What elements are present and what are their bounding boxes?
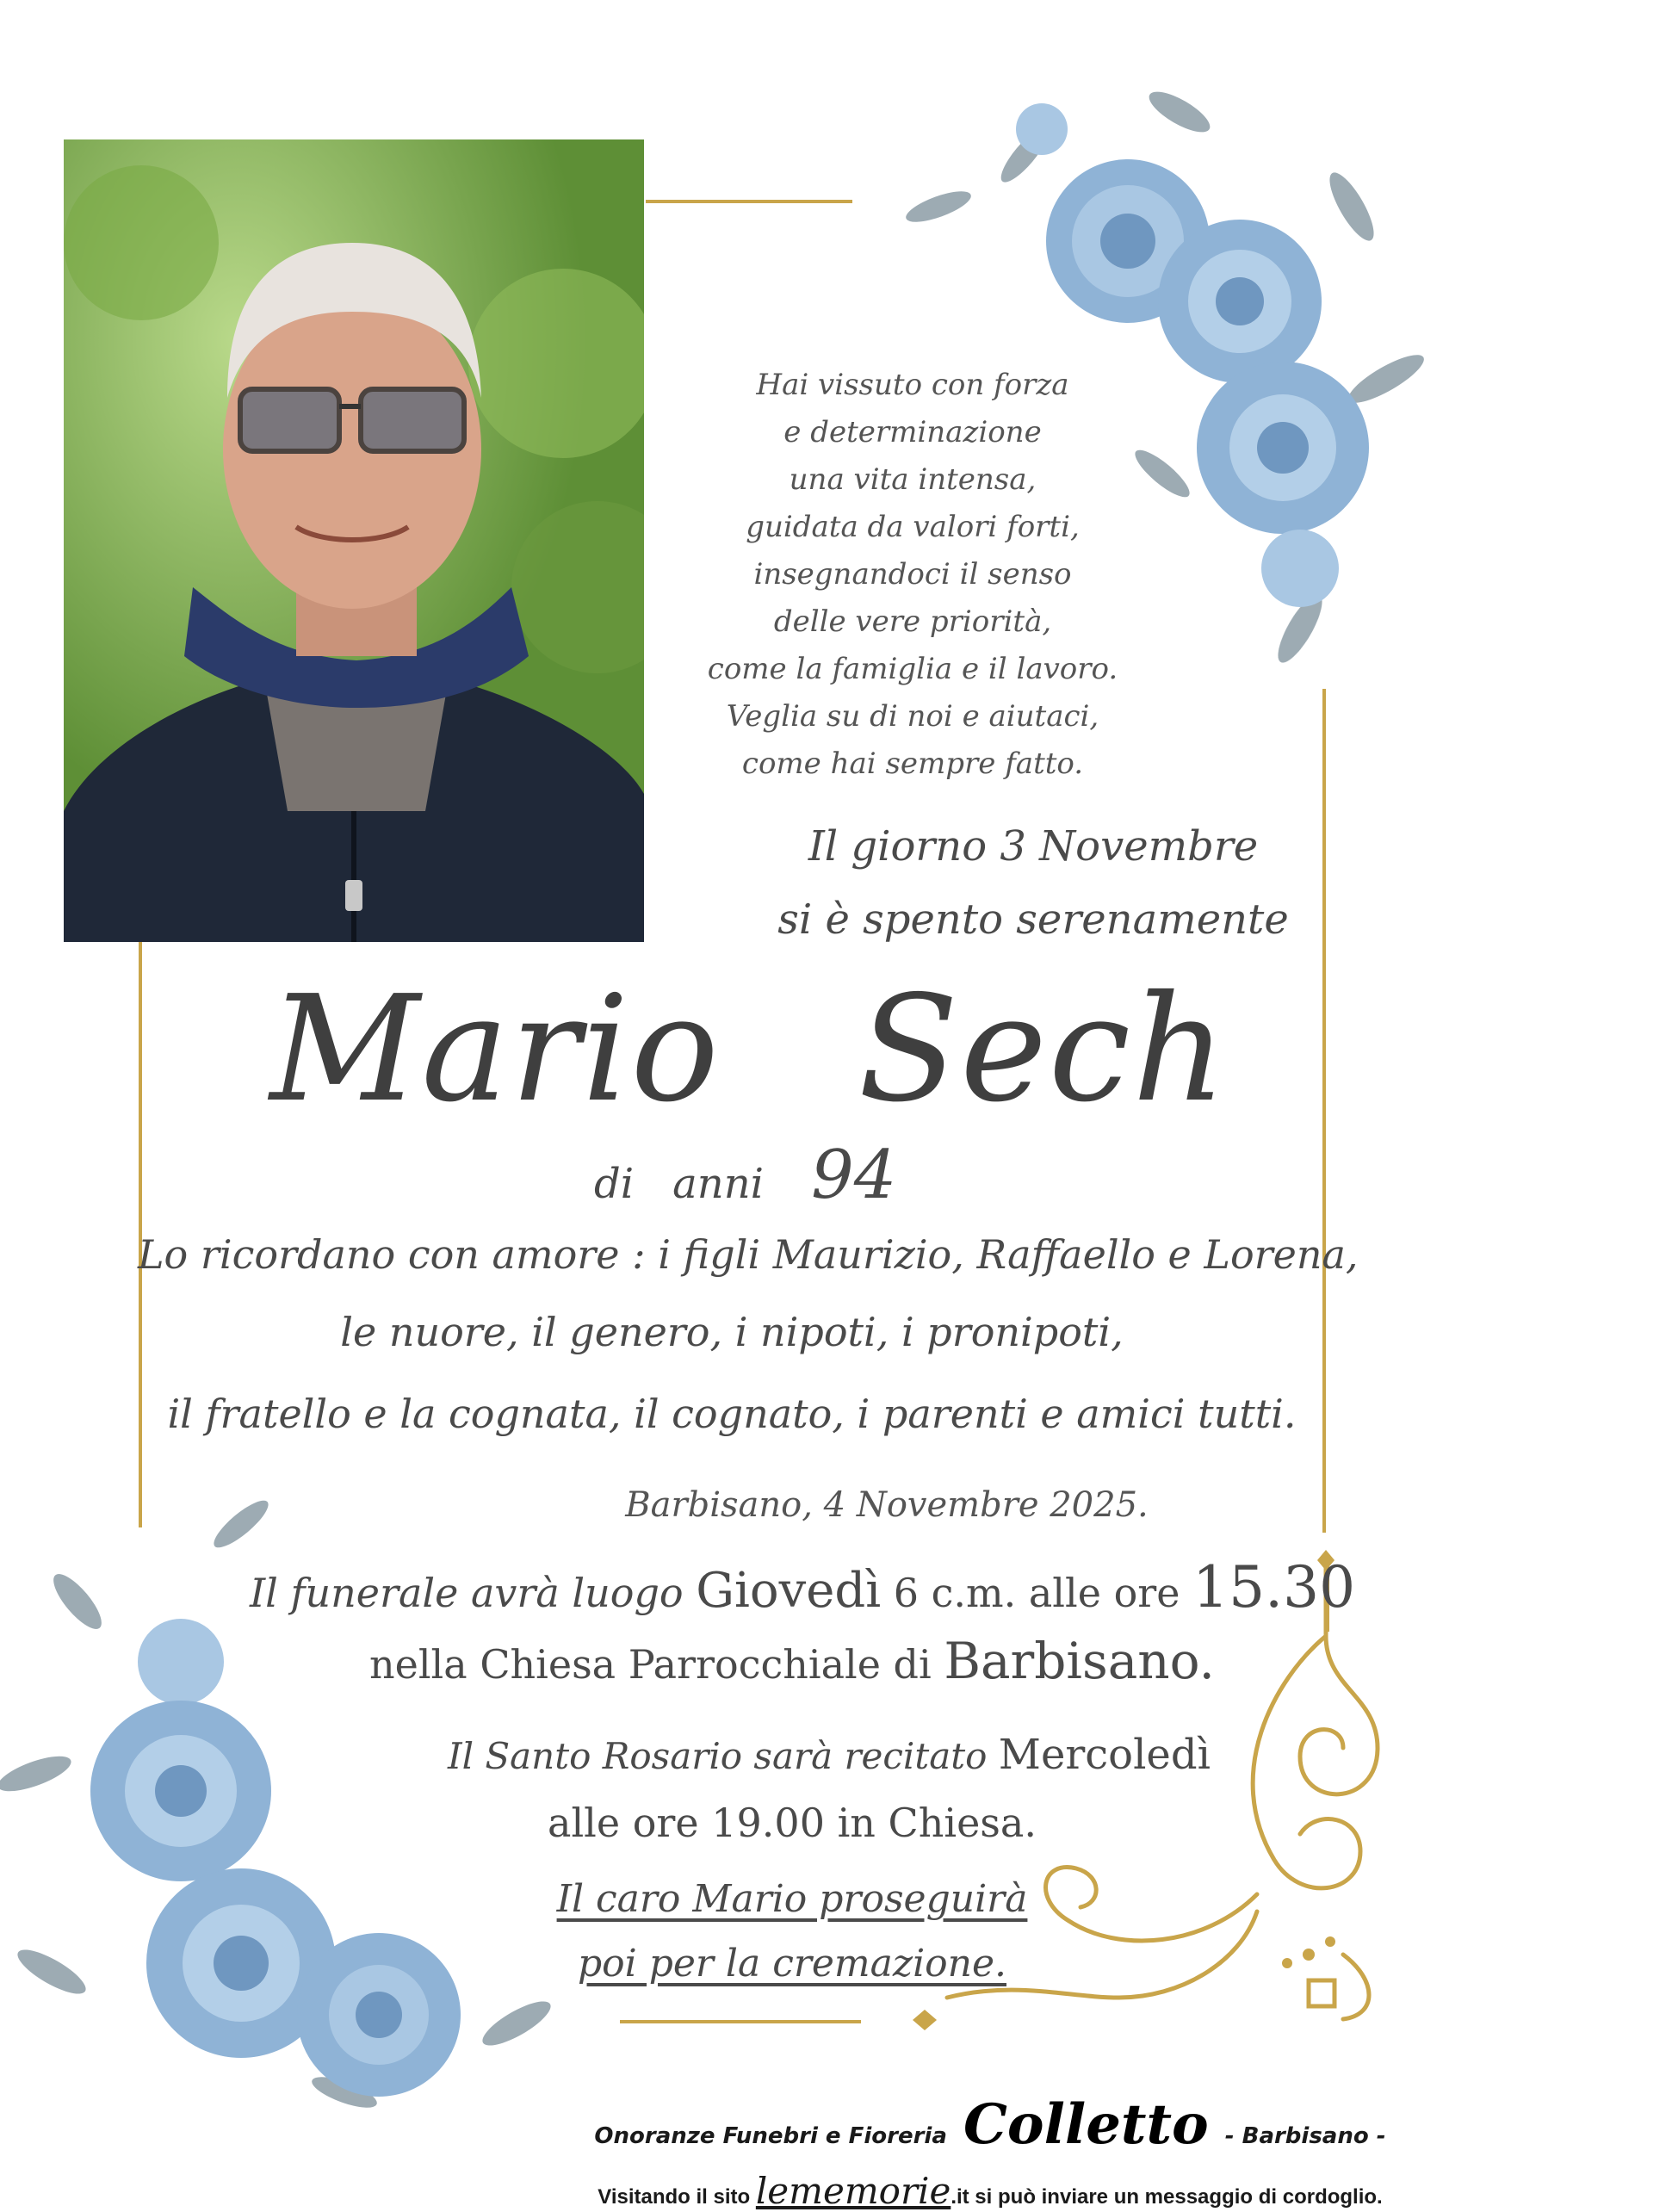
poem-line: e determinazione bbox=[783, 415, 1042, 449]
mourners-line-1: Lo ricordano con amore : i figli Maurizio, Raffaello e Lorena, bbox=[138, 1231, 1359, 1278]
poem-line: delle vere priorità, bbox=[773, 604, 1052, 639]
funeral-day: Giovedì bbox=[696, 1563, 882, 1619]
cremation-line-1: Il caro Mario proseguirà bbox=[556, 1877, 1028, 1921]
funeral-intro: Il funerale avrà luogo bbox=[250, 1570, 697, 1616]
frame-bottom-line bbox=[620, 2020, 861, 2023]
last-name: Sech bbox=[858, 964, 1229, 1135]
age-label-anni: anni bbox=[672, 1160, 764, 1208]
poem-line: Hai vissuto con forza bbox=[756, 368, 1069, 402]
funeral-home-prefix: Onoranze Funebri e Fioreria bbox=[594, 2123, 947, 2149]
funeral-mid: 6 c.m. alle ore bbox=[881, 1570, 1193, 1616]
first-name: Mario bbox=[269, 964, 721, 1135]
website-line bbox=[551, 2170, 1429, 2212]
funeral-time: 15.30 bbox=[1192, 1554, 1356, 1620]
poem-line: guidata da valori forti, bbox=[746, 510, 1080, 544]
rosary-line-1 bbox=[448, 1731, 1211, 1779]
funeral-home-brand: Colletto bbox=[963, 2092, 1209, 2157]
funeral-line-2 bbox=[344, 1632, 1240, 1690]
announcement-line-2: si è spento serenamente bbox=[777, 895, 1289, 944]
frame-top-line bbox=[646, 200, 852, 203]
funeral-line-1 bbox=[250, 1554, 1356, 1620]
poem-line: come la famiglia e il lavoro. bbox=[707, 652, 1118, 686]
funeral-line2-intro: nella Chiesa Parrocchiale di bbox=[369, 1641, 944, 1688]
funeral-place: Barbisano. bbox=[944, 1632, 1215, 1690]
cremation-line-2: poi per la cremazione. bbox=[577, 1942, 1006, 1986]
rosary-line-2: alle ore 19.00 in Chiesa. bbox=[548, 1800, 1037, 1846]
visit-prefix: Visitando il sito bbox=[598, 2185, 756, 2209]
place-date: Barbisano, 4 Novembre 2025. bbox=[625, 1485, 1149, 1525]
site-tld: .it bbox=[951, 2185, 969, 2209]
age-value: 94 bbox=[811, 1137, 897, 1214]
visit-suffix: si può inviare un messaggio di cordoglio. bbox=[969, 2185, 1383, 2209]
mourners-line-3: il fratello e la cognata, il cognato, i parenti e amici tutti. bbox=[167, 1391, 1297, 1437]
poem-line: insegnandoci il senso bbox=[753, 557, 1072, 592]
age-line bbox=[594, 1137, 896, 1214]
rosary-day: Mercoledì bbox=[998, 1731, 1211, 1779]
poem bbox=[689, 362, 1136, 788]
funeral-home-suffix: - Barbisano - bbox=[1224, 2123, 1386, 2149]
deceased-name bbox=[258, 964, 1240, 1135]
mourners-line-2: le nuore, il genero, i nipoti, i pronipoti, bbox=[340, 1309, 1124, 1355]
rosary-intro: Il Santo Rosario sarà recitato bbox=[448, 1735, 999, 1777]
age-label-di: di bbox=[594, 1160, 635, 1208]
site-name[interactable]: lememorie bbox=[755, 2170, 951, 2212]
poem-line: una vita intensa, bbox=[789, 462, 1037, 497]
poem-line: come hai sempre fatto. bbox=[741, 747, 1084, 781]
poem-line: Veglia su di noi e aiutaci, bbox=[726, 699, 1099, 734]
portrait-photo bbox=[64, 139, 644, 942]
funeral-home-line bbox=[585, 2092, 1395, 2157]
announcement-line-1: Il giorno 3 Novembre bbox=[808, 822, 1259, 871]
